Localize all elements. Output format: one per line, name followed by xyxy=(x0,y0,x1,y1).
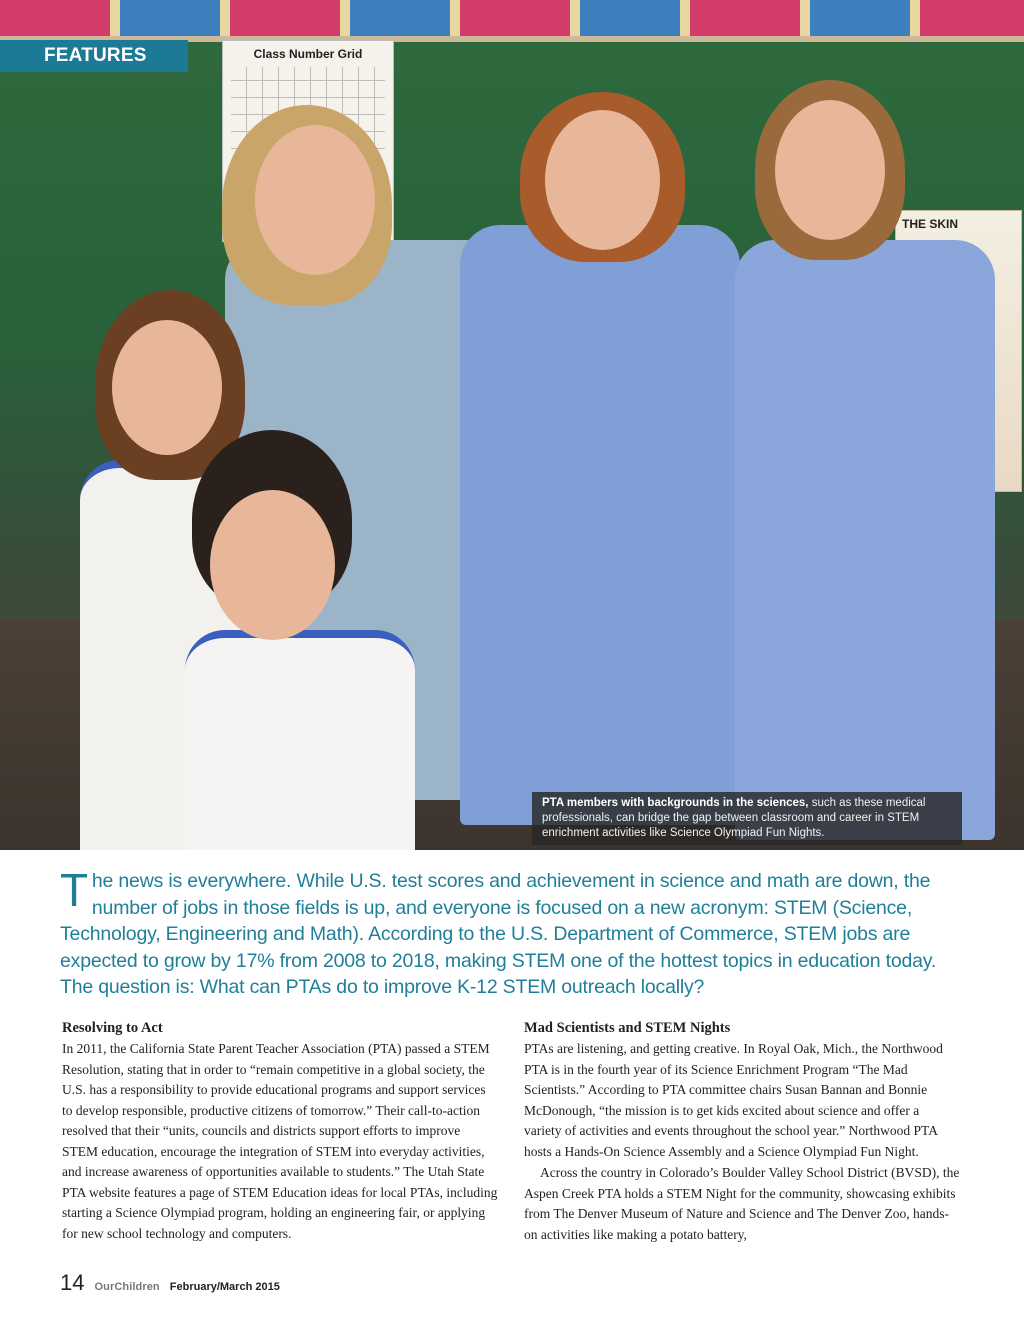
left-column xyxy=(62,1018,498,1244)
grid-poster-title: Class Number Grid xyxy=(253,47,363,61)
bulletin-board-border xyxy=(0,0,1024,42)
page-footer xyxy=(60,1270,280,1296)
right-paragraph-1: PTAs are listening, and getting creative. In Royal Oak, Mich., the Northwood PTA is in the fourth year of its Science Enrichment Program “The Mad Scientists.” According to PTA committee chairs Susan Bannan and Bonnie McDonough, “the mission is to get kids excited about science and offer a variety of activities and events throughout the school year.” Northwood PTA hosts a Hands-On Science Assembly and a Science Olympiad Fun Night. xyxy=(524,1041,943,1159)
drop-cap: T xyxy=(60,864,88,916)
lead-text: he news is everywhere. While U.S. test scores and achievement in science and math are down, the number of jobs in those fields is up, and everyone is focused on a new acronym: STEM (Science, Technology, Engineering and Math). According to the U.S. Department of Commerce, STEM jobs are expected to grow by 17% from 2008 to 2018, making STEM one of the hottest topics in education today. The question is: What can PTAs do to improve K-12 STEM outreach locally? xyxy=(60,870,937,998)
left-paragraph: In 2011, the California State Parent Teacher Association (PTA) passed a STEM Resolution, stating that in order to “remain competitive in a global society, the U.S. has a responsibility to provide educational programs and support services to develop responsible, productive citizens of tomorrow.” Their call-to-action resolved that their “units, councils and districts support efforts to improve STEM education, encourage the integration of STEM into everyday activities, and increase awareness of opportunities available to students.” The Utah State PTA website features a page of STEM Education ideas for local PTAs, including starting a Science Olympiad program, holding an engineering fair, or applying for new school technology and computers. xyxy=(62,1041,498,1241)
page-number: 14 xyxy=(60,1270,85,1295)
lead-paragraph xyxy=(60,864,965,1001)
right-column xyxy=(524,1018,960,1245)
caption-text: such as these medical professionals, can bridge the gap between classroom and career in STEM enrichment activities like Science Olympiad Fun Nights. xyxy=(542,797,926,839)
skin-poster-title: THE SKIN xyxy=(902,217,959,231)
section-heading-resolving: Resolving to Act xyxy=(62,1020,163,1036)
magazine-name: OurChildren xyxy=(94,1281,160,1293)
section-tab: FEATURES xyxy=(0,40,188,72)
caption-bold-text: PTA members with backgrounds in the sciences, xyxy=(542,797,809,809)
issue-date: February/March 2015 xyxy=(169,1281,280,1293)
section-heading-mad-scientists: Mad Scientists and STEM Nights xyxy=(524,1020,731,1036)
right-paragraph-2: Across the country in Colorado’s Boulder Valley School District (BVSD), the Aspen Creek PTA holds a STEM Night for the community, showcasing exhibits from The Denver Museum of Nature and Science and The Denver Zoo, hands-on activities like making a potato battery, xyxy=(524,1165,960,1242)
photo-caption xyxy=(532,792,962,845)
